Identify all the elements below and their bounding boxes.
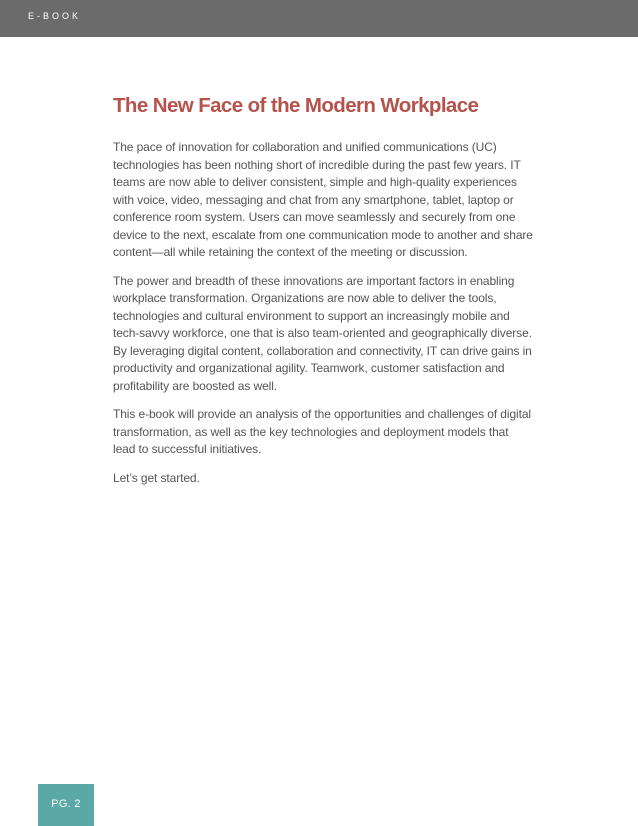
- header-label: E-BOOK: [28, 11, 82, 21]
- page-number-label: PG. 2: [51, 798, 81, 810]
- article-body: [113, 93, 533, 498]
- paragraph-intro: The pace of innovation for collaboration and unified communications (UC) technologies has been nothing short of incredible during the past few years. IT teams are now able to deliver consistent, simple and high-quality experiences with voice, video, messaging and chat from any smartphone, tablet, laptop or conference room system. Users can move seamlessly and securely from one device to the next, escalate from one communication mode to another and share content—all while retaining the context of the meeting or discussion.: [113, 140, 533, 259]
- page-title: The New Face of the Modern Workplace: [113, 94, 479, 117]
- header-bar: [0, 0, 638, 37]
- paragraph-closing: Let’s get started.: [113, 470, 200, 485]
- page-number-badge: [38, 784, 94, 826]
- paragraph-innovations: The power and breadth of these innovations are important factors in enabling workplace transformation. Organizations are now able to deliver the tools, technologies and cultural environment to support an increasingly mobile and tech-savvy workforce, one that is also team-oriented and geographically diverse. By leveraging digital content, collaboration and connectivity, IT can drive gains in productivity and organizational agility. Teamwork, customer satisfaction and profitability are boosted as well.: [113, 273, 532, 393]
- paragraph-ebook-scope: This e-book will provide an analysis of the opportunities and challenges of digital transformation, as well as the key technologies and deployment models that lead to successful initiatives.: [113, 407, 531, 456]
